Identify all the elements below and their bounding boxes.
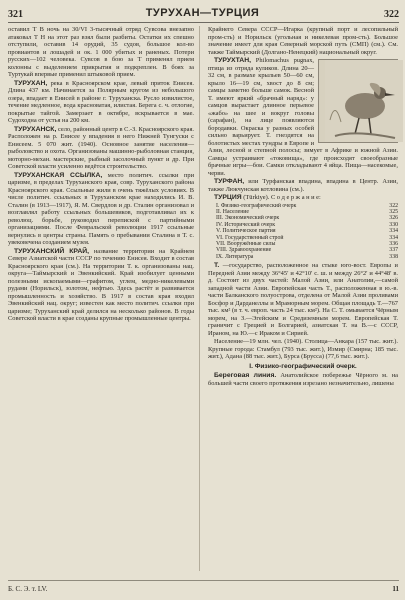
- entry-text: Philomachus pugnax, птица из отряда куликов. Длина 20—32 см, в размахе крыльев 50—60 см, крыло 16—19 см, хвост до 8 см; самцы заметно больше самок. Весной Т. имеют яркий «брачный наряд»: у самцов вырастает длинное перьевое «жабо» на шее и вокруг головы (сарафан), на лице появляются бородавки. Окраска у разных особей сильно варьирует. Т. гнездятся на болотистых местах тундры в Европе и Азии, лесной и степной полосы; зимует в Африке и южной Азии. Самцы устраивают «токовища», где происходят своеобразные брачные игры—бои. Самки откладывают 4 яйца. Пища—насекомые, черви.: [208, 57, 398, 177]
- page-header: [0, 0, 405, 26]
- toc-page-number: 337: [389, 247, 398, 254]
- toc-row: [216, 254, 398, 260]
- volume-signature: Б. С. Э. т. LV.: [8, 585, 48, 593]
- article-paragraph: [8, 126, 194, 171]
- toc-section-title: I. Физико-географический очерк: [216, 202, 297, 209]
- column-divider: [199, 26, 200, 571]
- toc-page-number: 334: [389, 228, 398, 235]
- article-paragraph: [8, 172, 194, 247]
- article-paragraph: [208, 57, 398, 177]
- article-paragraph: [8, 248, 194, 323]
- toc-page-number: 336: [389, 240, 398, 247]
- toc-section-title: III. Экономический очерк: [216, 215, 280, 222]
- page-footer: [8, 585, 399, 599]
- toc-section-title: VIII. Здравоохранение: [216, 247, 272, 254]
- entry-text: оставил Т В ночь на 30/VI 3-тысячный отряд Сувсова внезапно атаковал Т Н на этот раз взял были разбиты. Остатки их спешно отступили, оставив 14 орудий, 35 судов, большое кол-во провиантов и лошадей и ок. 1 000 убитых и раненых. Потери русских—102 человека. Сувсов в бою за Т применял прием колонны с выделением прикрытия и подкреплен. В боях за Туртукай впервые применил штыковой прием.: [8, 26, 194, 78]
- page-number-left: 321: [8, 9, 23, 20]
- toc-section-title: V. Политическое партия: [216, 228, 276, 235]
- toc-section-title: VII. Вооружённые силы: [216, 240, 276, 247]
- entry-headword: Т.: [214, 262, 220, 270]
- turkey-title: ТУРЦИЯ: [214, 194, 242, 201]
- turkey-entry-heading: [208, 194, 398, 202]
- toc-page-number: 325: [389, 208, 398, 215]
- footer-rule: [8, 580, 399, 581]
- entry-headword: ТУРУХАНСКАЯ ССЫЛКА,: [14, 171, 103, 179]
- turkey-subtitle: (Türkiye). С о д е р ж а н и е:: [243, 194, 321, 201]
- entry-headword: Береговая линия.: [214, 372, 277, 380]
- article-paragraph: [208, 338, 398, 361]
- article-paragraph: [208, 372, 398, 387]
- entry-text: место политич. ссылки при царизме, в пределах Туруханского края, совр. Туруханского района Красноярского края. Ссыльные жили в очень тяжёлых условиях. В числе политич. ссыльных в Туруханском крае находились И. В. Сталин (в 1913—1917), Я. М. Свердлов и др. Сталин организовал и возглавлял работу ссыльных большевиков, подготавливал их к революц. борьбе, руководил перепиской с партийными организациями. После Февральской революции 1917 ссыльные вернулись в центры страны. Память о пребывании Сталина в Т. с. увековечена созданием музея.: [8, 171, 194, 246]
- entry-headword: ТУРУХАН,: [14, 79, 48, 87]
- entry-text: или Турфанская впадина, впадина в Центр. Азии, также Люкчунская котловина (см.).: [208, 178, 398, 193]
- header-rule: [8, 22, 399, 23]
- article-paragraph: [8, 80, 194, 125]
- entry-headword: ТУРУХАНСК,: [14, 125, 57, 133]
- article-paragraph: [8, 26, 194, 79]
- toc-section-title: IV. Исторический очерк: [216, 221, 276, 228]
- article-paragraph: [208, 26, 398, 56]
- sheet-number: 11: [392, 585, 399, 593]
- entry-headword: ТУРУХТАН,: [214, 57, 252, 64]
- toc-section-title: IX. Литература: [216, 253, 254, 260]
- section-heading: I. Физико-географический очерк.: [249, 362, 357, 370]
- running-title: ТУРУХАН—ТУРЦИЯ: [145, 7, 260, 19]
- left-column: [8, 26, 194, 324]
- toc-page-number: 326: [389, 215, 398, 222]
- entry-text: Анатолийское побережье Чёрного м. на большей части своего протяжения изрезано незначительно, лишены: [208, 372, 398, 387]
- page-number-right: 322: [384, 9, 399, 20]
- toc-section-title: II. Население: [216, 208, 249, 215]
- entry-headword: ТУРФАН,: [214, 178, 245, 185]
- article-paragraph: [208, 178, 398, 193]
- turkey-table-of-contents: [216, 203, 398, 261]
- entry-text: Население—19 млн. чел. (1940). Столица—Анкара (157 тыс. жит.). Крупные города: Стамбул (793 тыс. жит.), Измир (Смирна; 185 тыс. жит.), Адана (88 тыс. жит.), Бурса (Брусса) (77,6 тыс. жит.).: [208, 338, 398, 361]
- article-paragraph: [208, 262, 398, 337]
- entry-text: река в Красноярском крае, левый приток Енисея. Длина 437 км. Начинается за Полярным кругом из небольшого озера, впадает в Енисей в районе г. Туруханска. Русло извилистое, течение медленное, вода красноватая, илистая. Берега с. ч. отлогие, покрытые тайгой. Замерзает в октябре, вскрывается в мае. Судоходна от устья на 200 км.: [8, 79, 194, 124]
- entry-text: название территории на Крайнем Севере Азиатской части СССР по течению Енисея. Входит в состав Красноярского края (см.). На территории Т. к. организованы нац. округа—Таймырский и Эвенкийский. Край изобилует ценными полезными ископаемыми—графитом, углем, медно-никелевыми рудами (Норильск), золотом, нефтью. Здесь растёт и развивается промышленность и хозяйство. В 1917 в состав края входил Эвенкийский нац. округ; известен как место политич. ссылки при царизме; Туруханский край делился на несколько районов. В годы Советской власти в крае созданы крупные промышленные центры.: [8, 247, 194, 322]
- toc-page-number: 330: [389, 221, 398, 228]
- ruff-bird-illustration: [318, 59, 398, 143]
- entry-text: Крайнего Севера СССР—Игарка (крупный порт и лесопильный пром-сть) и Норильск (угольная и никелевая пром-сть). Большое значение имеет для края Северный морской путь (СМП) (см.). См. также Таймырский (Долгано-Ненецкий) национальный округ.: [208, 26, 398, 56]
- toc-page-number: 322: [389, 202, 398, 209]
- entry-text: село, районный центр в С.-З. Красноярского края. Расположен на р. Енисее у впадения в него Нижней Тунгуски с Енисеем. 5 070 жит. (1940). Основное занятие населения—рыболовство и охота. Организованы машинно-рыболовная станция, моторно-механ. мастерские, рыбный засолочный пункт и др. При Советской власти усиленно ведётся строительство.: [8, 125, 194, 170]
- entry-headword: ТУРУХАНСКИЙ КРАЙ,: [14, 247, 90, 255]
- entry-text: —государство, расположенное на стыке юго-вост. Европы и Передней Азии между 36°45′ и 42°10′ с. ш. и между 26°2′ и 44°48′ в. д. Состоит из двух частей: Малой Азии, или Анатолии,—самой западной части Азии. Европейская часть Т., расположенная в ю.-в. части Балканского полуострова, отделена от Малой Азии проливами Босфор и Дарданеллы и Мраморным морем. Общая площадь Т.—767 тыс. км² (в т. ч. европ. часть 24 тыс. км²). На С. Т. омывается Чёрным морем, на З.—Эгейским и Средиземным морем. Европейская Т. граничит с Грецией и Болгарией, азиатская Т. на В.—с СССР, Ираном, на Ю.—с Ираком и Сирией.: [208, 262, 398, 337]
- toc-page-number: 334: [389, 234, 398, 241]
- toc-section-title: VI. Государственный строй: [216, 234, 284, 241]
- toc-page-number: 338: [389, 253, 398, 260]
- right-column: [208, 26, 398, 388]
